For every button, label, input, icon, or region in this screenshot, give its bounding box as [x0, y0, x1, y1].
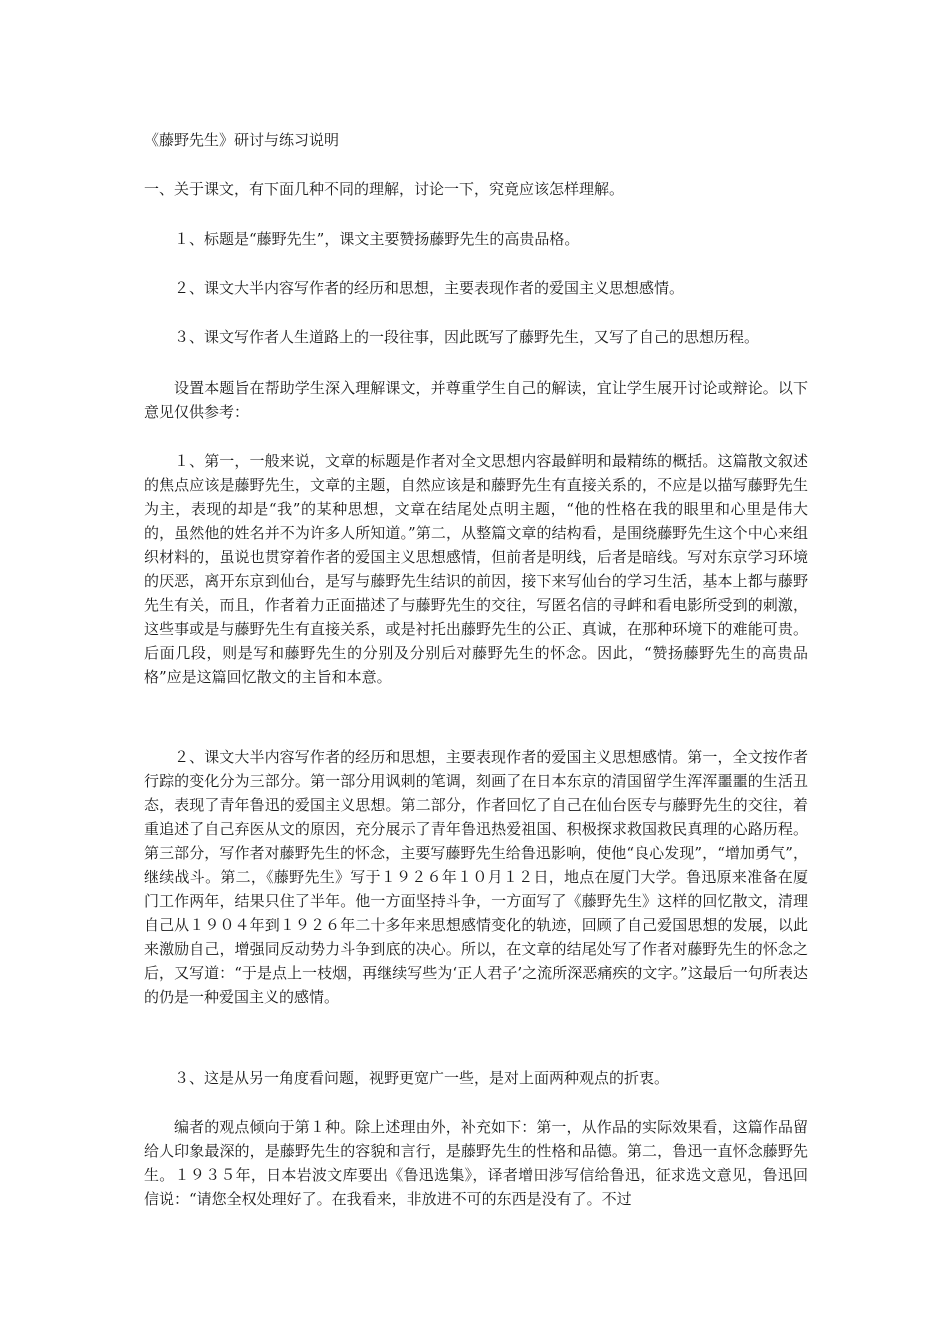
answer-paragraph-3: ３、这是从另一角度看问题，视野更宽广一些，是对上面两种观点的折衷。 [174, 1069, 670, 1087]
answer-paragraph-1: １、第一，一般来说，文章的标题是作者对全文思想内容最鲜明和最精练的概括。这篇散文叙述的焦点应该是藤野先生，文章的主题，自然应该是和藤野先生有直接关系的，不应是以描写藤野先生为主，表现的却是“我”的某种思想，文章在结尾处点明主题，“他的性格在我的眼里和心里是伟大的，虽然他的姓名并不为许多人所知道。”第二，从整篇文章的结构看，是围绕藤野先生这个中心来组织材料的，虽说也贯穿着作者的爱国主义思想感情，但前者是明线，后者是暗线。写对东京学习环境的厌恶，离开东京到仙台，是写与藤野先生结识的前因，接下来写仙台的学习生活，基本上都与藤野先生有关，而且，作者着力正面描述了与藤野先生的交往，写匿名信的寻衅和看电影所受到的刺激，这些事或是与藤野先生有直接关系，或是衬托出藤野先生的公正、真诚，在那种环境下的难能可贵。后面几段，则是写和藤野先生的分别及分别后对藤野先生的怀念。因此，“赞扬藤野先生的高贵品格”应是这篇回忆散文的主旨和本意。 [144, 452, 808, 686]
intro-paragraph: 设置本题旨在帮助学生深入理解课文，并尊重学生自己的解读，宜让学生展开讨论或辩论。以下意见仅供参考： [144, 379, 808, 421]
question-text: 一、关于课文，有下面几种不同的理解，讨论一下，究竟应该怎样理解。 [144, 180, 625, 198]
document-title: 《藤野先生》研讨与练习说明 [144, 131, 340, 149]
option-item-3: ３、课文写作者人生道路上的一段往事，因此既写了藤野先生，又写了自己的思想历程。 [174, 328, 760, 346]
option-item-2: ２、课文大半内容写作者的经历和思想，主要表现作者的爱国主义思想感情。 [174, 279, 685, 297]
editor-note-paragraph: 编者的观点倾向于第１种。除上述理由外，补充如下：第一，从作品的实际效果看，这篇作品留给人印象最深的，是藤野先生的容貌和言行，是藤野先生的性格和品德。第二，鲁迅一直怀念藤野先生。１９３５年，日本岩波文库要出《鲁迅选集》，译者增田涉写信给鲁迅，征求选文意见，鲁迅回信说：“请您全权处理好了。在我看来，非放进不可的东西是没有了。不过 [144, 1118, 808, 1208]
option-item-1: １、标题是“藤野先生”，课文主要赞扬藤野先生的高贵品格。 [174, 230, 580, 248]
answer-paragraph-2: ２、课文大半内容写作者的经历和思想，主要表现作者的爱国主义思想感情。第一，全文按作者行踪的变化分为三部分。第一部分用讽刺的笔调，刻画了在日本东京的清国留学生浑浑噩噩的生活丑态，表现了青年鲁迅的爱国主义思想。第二部分，作者回忆了自己在仙台医专与藤野先生的交往，着重追述了自己弃医从文的原因，充分展示了青年鲁迅热爱祖国、积极探求救国救民真理的心路历程。第三部分，写作者对藤野先生的怀念，主要写藤野先生给鲁迅影响，使他“良心发现”，“增加勇气”，继续战斗。第二，《藤野先生》写于１９２６年１０月１２日，地点在厦门大学。鲁迅原来准备在厦门工作两年，结果只住了半年。他一方面坚持斗争，一方面写了《藤野先生》这样的回忆散文，清理自己从１９０４年到１９２６年二十多年来思想感情变化的轨迹，回顾了自己爱国思想的发展，以此来激励自己，增强同反动势力斗争到底的决心。所以，在文章的结尾处写了作者对藤野先生的怀念之后，又写道：“于是点上一枝烟，再继续写些为‘正人君子’之流所深恶痛疾的文字。”这最后一句所表达的仍是一种爱国主义的感情。 [144, 748, 808, 1006]
